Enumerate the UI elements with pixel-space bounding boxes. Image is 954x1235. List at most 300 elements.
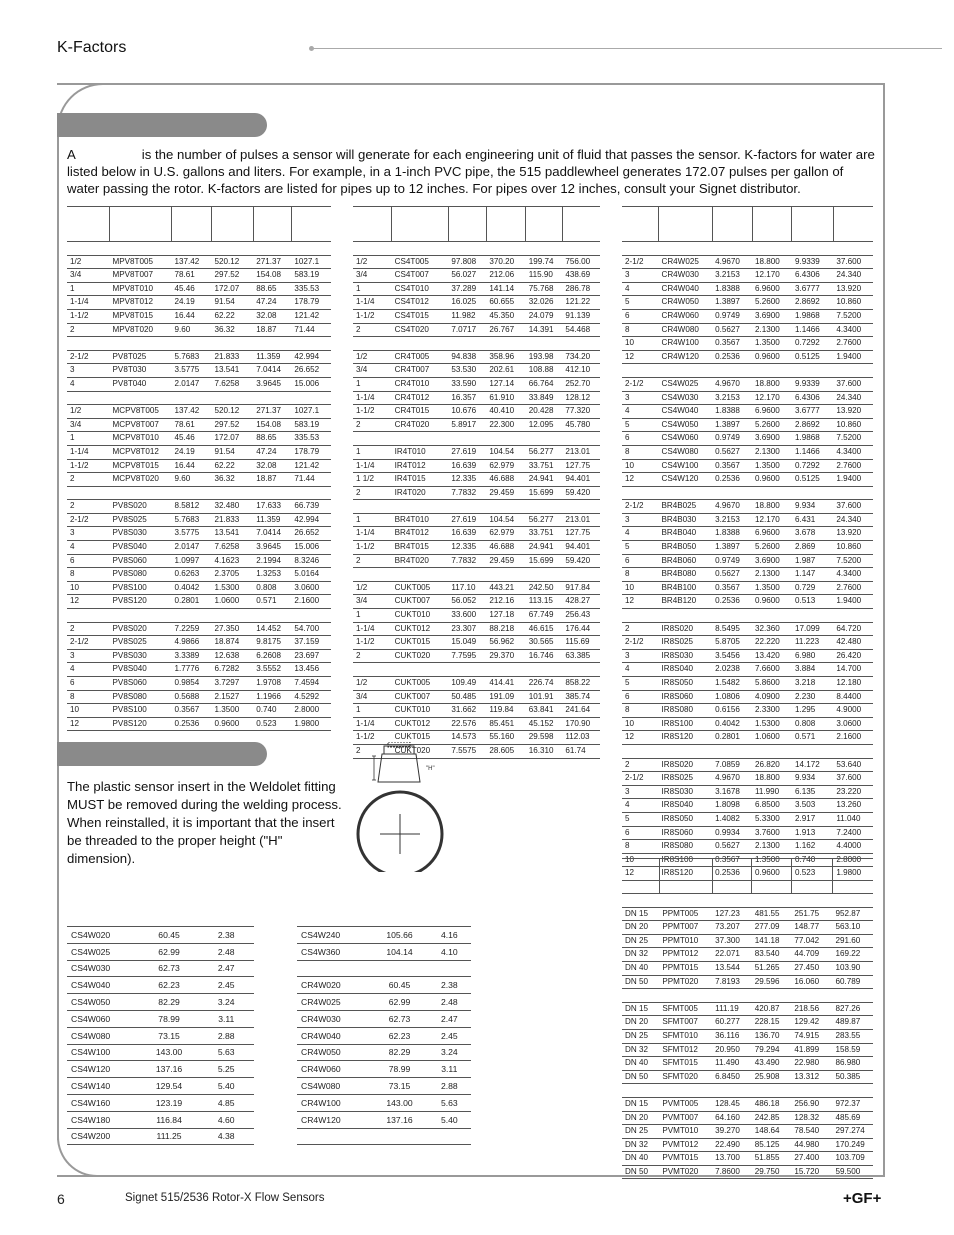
table-cell: 12.638 bbox=[211, 649, 253, 663]
table-cell: 297.274 bbox=[832, 1125, 873, 1139]
table-cell: 60.277 bbox=[712, 1016, 752, 1030]
table-cell: 335.53 bbox=[291, 282, 331, 296]
table-cell: 3.5456 bbox=[712, 649, 752, 663]
table-cell: 10.860 bbox=[833, 296, 873, 310]
table-cell: 7.0717 bbox=[448, 323, 486, 337]
table-cell: 0.5125 bbox=[792, 473, 833, 487]
table-cell: DN 50 bbox=[622, 1165, 659, 1179]
table-cell: 22.490 bbox=[712, 1138, 752, 1152]
table-cell: 6.980 bbox=[792, 649, 833, 663]
table-cell: 286.78 bbox=[562, 282, 600, 296]
table-cell: 83.540 bbox=[752, 948, 792, 962]
table-cell: PV8S025 bbox=[110, 636, 172, 650]
table-cell: 85.125 bbox=[752, 1138, 792, 1152]
table-cell: 12 bbox=[622, 473, 658, 487]
table-cell: 2.1300 bbox=[752, 840, 792, 854]
table-cell: 14.573 bbox=[448, 731, 486, 745]
table-cell: 178.79 bbox=[291, 445, 331, 459]
table-cell: 0.2801 bbox=[171, 595, 211, 609]
table-cell: 111.19 bbox=[712, 1002, 752, 1016]
table-cell: 9.9339 bbox=[792, 255, 833, 269]
table-cell: 2.45 bbox=[198, 977, 254, 994]
table-cell: 0.523 bbox=[792, 867, 833, 881]
table-row bbox=[353, 690, 600, 704]
table-cell: IR4T020 bbox=[392, 486, 449, 500]
kfactor-table-metal-tees bbox=[353, 206, 600, 759]
table-cell: 94.401 bbox=[562, 541, 600, 555]
table-cell: 111.25 bbox=[140, 1128, 199, 1145]
table-cell: CS4W140 bbox=[67, 1078, 140, 1095]
table-cell: 5.8917 bbox=[448, 418, 486, 432]
table-cell: 128.45 bbox=[712, 1097, 752, 1111]
table-cell: 2.38 bbox=[198, 927, 254, 944]
table-cell: 6 bbox=[622, 554, 658, 568]
table-cell: 20.428 bbox=[526, 405, 563, 419]
table-cell: 1.9708 bbox=[253, 677, 291, 691]
table-cell: 1.4082 bbox=[712, 812, 752, 826]
table-cell: 6.431 bbox=[792, 513, 833, 527]
kfactor-table-weldolets bbox=[622, 206, 873, 881]
table-cell: 78.61 bbox=[171, 269, 211, 283]
table-cell: CS4W100 bbox=[658, 459, 712, 473]
table-cell: 2-1/2 bbox=[622, 255, 658, 269]
table-row bbox=[67, 943, 254, 960]
table-row bbox=[297, 994, 471, 1011]
table-cell: 12.170 bbox=[752, 391, 792, 405]
table-cell: CR4W060 bbox=[297, 1061, 371, 1078]
table-cell: 9.60 bbox=[171, 323, 211, 337]
table-cell: 734.20 bbox=[562, 350, 600, 364]
table-cell: 3.9645 bbox=[253, 377, 291, 391]
table-cell: 8 bbox=[622, 323, 658, 337]
table-cell: 45.46 bbox=[171, 282, 211, 296]
table-spacer-row bbox=[353, 568, 600, 582]
table-cell: 1.3897 bbox=[712, 296, 752, 310]
table-cell: 1.0600 bbox=[752, 731, 792, 745]
table-cell: 0.3567 bbox=[712, 459, 752, 473]
table-row bbox=[622, 309, 873, 323]
column-header bbox=[67, 892, 140, 927]
table-row bbox=[622, 418, 873, 432]
table-cell: 1 bbox=[353, 445, 392, 459]
table-cell: 2.48 bbox=[198, 943, 254, 960]
table-cell: CR4W100 bbox=[658, 337, 712, 351]
table-cell: 41.899 bbox=[791, 1043, 832, 1057]
table-cell: 7.5575 bbox=[448, 744, 486, 758]
table-cell: 241.64 bbox=[562, 704, 600, 718]
table-row bbox=[67, 1078, 254, 1095]
table-cell: 13.920 bbox=[833, 282, 873, 296]
table-cell: 104.14 bbox=[371, 943, 427, 960]
table-cell: 2.7600 bbox=[833, 337, 873, 351]
table-row bbox=[67, 350, 331, 364]
table-spacer-row bbox=[622, 486, 873, 500]
table-cell: 1-1/4 bbox=[353, 459, 392, 473]
table-cell: 13.456 bbox=[291, 663, 331, 677]
table-cell: 583.19 bbox=[291, 418, 331, 432]
table-cell: IR4T015 bbox=[392, 473, 449, 487]
table-cell: 1-1/2 bbox=[67, 459, 110, 473]
table-cell: CR4T005 bbox=[392, 350, 449, 364]
table-spacer-row bbox=[622, 609, 873, 623]
table-cell: 33.751 bbox=[526, 527, 563, 541]
table-cell: 18.800 bbox=[752, 772, 792, 786]
table-cell: IR8S025 bbox=[658, 636, 712, 650]
table-row bbox=[622, 1043, 873, 1057]
table-cell: 6.9600 bbox=[752, 405, 792, 419]
table-cell: 271.37 bbox=[253, 255, 291, 269]
table-row bbox=[353, 704, 600, 718]
table-cell: PV8S020 bbox=[110, 622, 172, 636]
table-cell: 0.9854 bbox=[171, 677, 211, 691]
table-cell: 12.170 bbox=[752, 269, 792, 283]
table-cell: 2.8000 bbox=[291, 704, 331, 718]
table-row bbox=[297, 1094, 471, 1111]
column-header bbox=[752, 859, 792, 894]
table-cell: 520.12 bbox=[211, 405, 253, 419]
table-cell: 20.950 bbox=[712, 1043, 752, 1057]
table-cell: CR4W080 bbox=[658, 323, 712, 337]
table-cell: CR4T010 bbox=[392, 377, 449, 391]
table-row bbox=[622, 473, 873, 487]
table-cell: 13.920 bbox=[833, 527, 873, 541]
table-row bbox=[297, 943, 471, 960]
table-cell: 27.619 bbox=[448, 513, 486, 527]
table-cell: 2.8692 bbox=[792, 296, 833, 310]
table-cell: 2-1/2 bbox=[622, 636, 658, 650]
table-cell: 2-1/2 bbox=[622, 772, 658, 786]
table-cell: 0.9600 bbox=[752, 473, 792, 487]
table-cell: CS4T012 bbox=[392, 296, 449, 310]
table-row bbox=[297, 1111, 471, 1128]
table-cell: 22.576 bbox=[448, 717, 486, 731]
column-header bbox=[428, 892, 471, 927]
table-cell: 104.54 bbox=[486, 445, 525, 459]
table-cell: CUKT012 bbox=[392, 622, 449, 636]
table-cell: 5.8705 bbox=[712, 636, 752, 650]
table-cell: 1.8098 bbox=[712, 799, 752, 813]
table-cell: 2-1/2 bbox=[67, 636, 110, 650]
table-cell: 11.223 bbox=[792, 636, 833, 650]
table-cell: 127.75 bbox=[562, 527, 600, 541]
table-cell: MCPV8T020 bbox=[110, 473, 172, 487]
column-header bbox=[291, 207, 331, 242]
table-cell: 129.42 bbox=[791, 1016, 832, 1030]
table-row bbox=[67, 1061, 254, 1078]
table-cell: 7.7595 bbox=[448, 649, 486, 663]
table-cell: 37.300 bbox=[712, 934, 752, 948]
table-row bbox=[353, 554, 600, 568]
table-cell: 2 bbox=[622, 622, 658, 636]
table-cell: 0.2536 bbox=[712, 595, 752, 609]
table-cell: 3.11 bbox=[198, 1010, 254, 1027]
table-row bbox=[67, 1044, 254, 1061]
table-row bbox=[297, 1078, 471, 1095]
table-cell bbox=[428, 960, 471, 977]
table-cell: 13.920 bbox=[833, 405, 873, 419]
table-cell: 13.700 bbox=[712, 1152, 752, 1166]
table-cell: 2.88 bbox=[198, 1027, 254, 1044]
table-cell: 7.6258 bbox=[211, 377, 253, 391]
table-cell: CS4W020 bbox=[67, 927, 140, 944]
table-cell: 1-1/2 bbox=[353, 541, 392, 555]
table-cell: PV8S080 bbox=[110, 568, 172, 582]
table-cell: 2-1/2 bbox=[67, 350, 110, 364]
table-cell: 78.99 bbox=[140, 1010, 199, 1027]
table-cell: 16.357 bbox=[448, 391, 486, 405]
table-cell: 53.530 bbox=[448, 364, 486, 378]
table-cell: 228.15 bbox=[752, 1016, 792, 1030]
table-cell: SFMT007 bbox=[659, 1016, 712, 1030]
table-row bbox=[622, 1029, 873, 1043]
table-cell: 64.720 bbox=[833, 622, 873, 636]
table-row bbox=[297, 1128, 471, 1145]
table-cell: CS4W030 bbox=[658, 391, 712, 405]
table-cell: 271.37 bbox=[253, 405, 291, 419]
table-cell: 0.2536 bbox=[171, 717, 211, 731]
table-cell: 37.159 bbox=[291, 636, 331, 650]
table-row bbox=[622, 391, 873, 405]
table-row bbox=[622, 622, 873, 636]
table-row bbox=[67, 255, 331, 269]
table-cell: 15.006 bbox=[291, 541, 331, 555]
table-cell: CR4T012 bbox=[392, 391, 449, 405]
table-cell: 24.19 bbox=[171, 445, 211, 459]
table-cell: 1.5482 bbox=[712, 677, 752, 691]
table-cell: 2.48 bbox=[428, 994, 471, 1011]
table-cell: 123.19 bbox=[140, 1094, 199, 1111]
table-cell: 1.162 bbox=[792, 840, 833, 854]
table-row bbox=[622, 323, 873, 337]
table-row bbox=[353, 677, 600, 691]
table-cell: 29.459 bbox=[486, 486, 525, 500]
table-cell: CS4T010 bbox=[392, 282, 449, 296]
table-cell: 59.420 bbox=[562, 554, 600, 568]
table-row bbox=[622, 1138, 873, 1152]
table-cell: 3.11 bbox=[428, 1061, 471, 1078]
table-cell: 121.42 bbox=[291, 309, 331, 323]
table-cell: 36.116 bbox=[712, 1029, 752, 1043]
table-cell: 1.3253 bbox=[253, 568, 291, 582]
table-cell: 73.207 bbox=[712, 921, 752, 935]
table-cell: 121.22 bbox=[562, 296, 600, 310]
table-cell: 218.56 bbox=[791, 1002, 832, 1016]
table-row bbox=[67, 554, 331, 568]
table-cell: 6 bbox=[67, 554, 110, 568]
table-cell: 3.2153 bbox=[712, 391, 752, 405]
table-row bbox=[622, 921, 873, 935]
table-cell: 7.6600 bbox=[752, 663, 792, 677]
table-cell: 3.0600 bbox=[833, 717, 873, 731]
table-cell: IR4T012 bbox=[392, 459, 449, 473]
column-header bbox=[658, 207, 712, 242]
table-cell: 14.172 bbox=[792, 758, 833, 772]
table-cell: 412.10 bbox=[562, 364, 600, 378]
table-cell: PPMT005 bbox=[659, 907, 712, 921]
table-row bbox=[297, 1061, 471, 1078]
table-row bbox=[67, 405, 331, 419]
table-cell: 0.3567 bbox=[171, 704, 211, 718]
table-cell: 15.720 bbox=[791, 1165, 832, 1179]
table-cell: 148.77 bbox=[791, 921, 832, 935]
table-row bbox=[622, 459, 873, 473]
table-cell: 2.8000 bbox=[833, 853, 873, 867]
table-cell: 2.0238 bbox=[712, 663, 752, 677]
table-cell: 0.9600 bbox=[752, 350, 792, 364]
table-cell: 78.540 bbox=[791, 1125, 832, 1139]
table-cell: IR8S040 bbox=[658, 799, 712, 813]
table-cell: 213.01 bbox=[562, 513, 600, 527]
footer-title: Signet 515/2536 Rotor-X Flow Sensors bbox=[125, 1192, 325, 1204]
table-cell: 0.571 bbox=[253, 595, 291, 609]
table-cell: 37.289 bbox=[448, 282, 486, 296]
table-cell: 26.820 bbox=[752, 758, 792, 772]
table-cell: 0.5627 bbox=[712, 840, 752, 854]
table-cell: 3.5775 bbox=[171, 364, 211, 378]
table-cell: 109.49 bbox=[448, 677, 486, 691]
table-cell: 9.8175 bbox=[253, 636, 291, 650]
table-cell: 6 bbox=[67, 677, 110, 691]
table-cell: 485.69 bbox=[832, 1111, 873, 1125]
table-cell: 16.639 bbox=[448, 459, 486, 473]
table-cell: 4.3400 bbox=[833, 323, 873, 337]
table-cell: 16.060 bbox=[791, 975, 832, 989]
page-number: 6 bbox=[57, 1191, 65, 1207]
table-cell: 32.08 bbox=[253, 459, 291, 473]
table-cell: 6.9600 bbox=[752, 527, 792, 541]
table-cell: 3 bbox=[622, 269, 658, 283]
table-cell: DN 20 bbox=[622, 921, 659, 935]
table-cell: 1027.1 bbox=[291, 255, 331, 269]
table-cell: 0.7292 bbox=[792, 337, 833, 351]
table-cell: IR8S060 bbox=[658, 826, 712, 840]
table-cell: 24.340 bbox=[833, 269, 873, 283]
table-cell: 2.1600 bbox=[833, 731, 873, 745]
table-cell: 73.15 bbox=[371, 1078, 427, 1095]
table-cell: 115.69 bbox=[562, 636, 600, 650]
table-cell: 176.44 bbox=[562, 622, 600, 636]
column-header bbox=[198, 892, 254, 927]
table-cell: 4.10 bbox=[428, 943, 471, 960]
table-cell: 5.2600 bbox=[752, 296, 792, 310]
table-cell: MCPV8T015 bbox=[110, 459, 172, 473]
table-cell: 77.042 bbox=[791, 934, 832, 948]
table-cell: 18.87 bbox=[253, 473, 291, 487]
table-cell: 2 bbox=[353, 486, 392, 500]
table-cell: CS4W080 bbox=[658, 445, 712, 459]
gf-logo: +GF+ bbox=[843, 1190, 882, 1207]
table-row bbox=[622, 255, 873, 269]
table-cell: DN 20 bbox=[622, 1111, 659, 1125]
table-cell: 170.249 bbox=[832, 1138, 873, 1152]
table-cell: 0.9934 bbox=[712, 826, 752, 840]
table-spacer-row bbox=[353, 432, 600, 446]
table-cell: 1.0997 bbox=[171, 554, 211, 568]
column-header bbox=[791, 859, 832, 894]
table-cell: 14.452 bbox=[253, 622, 291, 636]
table-row bbox=[622, 812, 873, 826]
table-cell: 2 bbox=[67, 323, 110, 337]
table-cell: SFMT005 bbox=[659, 1002, 712, 1016]
table-row bbox=[353, 717, 600, 731]
table-cell: 31.662 bbox=[448, 704, 486, 718]
table-cell: 27.400 bbox=[791, 1152, 832, 1166]
table-cell: CS4W120 bbox=[658, 473, 712, 487]
table-cell: PPMT012 bbox=[659, 948, 712, 962]
table-spacer-row bbox=[67, 486, 331, 500]
table-cell: 62.99 bbox=[140, 943, 199, 960]
table-cell: PV8S060 bbox=[110, 677, 172, 691]
table-cell: IR8S050 bbox=[658, 812, 712, 826]
table-cell: CS4W100 bbox=[67, 1044, 140, 1061]
table-cell: 2-1/2 bbox=[622, 500, 658, 514]
table-cell: CUKT015 bbox=[392, 731, 449, 745]
table-cell: 0.7292 bbox=[792, 459, 833, 473]
table-cell: 54.468 bbox=[562, 323, 600, 337]
table-cell: 4 bbox=[67, 541, 110, 555]
table-cell: DN 40 bbox=[622, 961, 659, 975]
column-header bbox=[832, 859, 873, 894]
table-cell: IR8S020 bbox=[658, 622, 712, 636]
table-cell: 10 bbox=[67, 581, 110, 595]
table-cell: 105.66 bbox=[371, 927, 427, 944]
table-cell: 9.60 bbox=[171, 473, 211, 487]
table-cell: 97.808 bbox=[448, 255, 486, 269]
table-cell: 2.0147 bbox=[171, 541, 211, 555]
column-header bbox=[253, 207, 291, 242]
table-cell: DN 32 bbox=[622, 948, 659, 962]
table-cell: 62.23 bbox=[140, 977, 199, 994]
table-cell: 1.0600 bbox=[211, 595, 253, 609]
table-cell: 24.340 bbox=[833, 391, 873, 405]
table-cell: 0.9749 bbox=[712, 432, 752, 446]
table-cell: IR8S100 bbox=[658, 853, 712, 867]
table-cell: CUKT007 bbox=[392, 690, 449, 704]
table-row bbox=[353, 377, 600, 391]
table-cell: BR4B100 bbox=[658, 581, 712, 595]
table-cell: 5 bbox=[622, 812, 658, 826]
table-cell: 3.7600 bbox=[752, 826, 792, 840]
table-row bbox=[67, 704, 331, 718]
table-cell bbox=[297, 1128, 371, 1145]
table-cell: 5 bbox=[622, 677, 658, 691]
table-cell: CS4W025 bbox=[658, 377, 712, 391]
table-cell: 56.027 bbox=[448, 269, 486, 283]
table-row bbox=[622, 826, 873, 840]
table-row bbox=[622, 772, 873, 786]
table-row bbox=[622, 649, 873, 663]
table-cell: 18.800 bbox=[752, 377, 792, 391]
table-cell: CS4W120 bbox=[67, 1061, 140, 1078]
table-cell: 0.523 bbox=[253, 717, 291, 731]
table-cell: 212.16 bbox=[486, 595, 525, 609]
table-row bbox=[67, 445, 331, 459]
table-spacer-row bbox=[622, 989, 873, 1003]
table-cell: 4.60 bbox=[198, 1111, 254, 1128]
table-cell: BR4B040 bbox=[658, 527, 712, 541]
table-cell: 46.688 bbox=[486, 473, 525, 487]
table-cell: MPV8T012 bbox=[110, 296, 172, 310]
table-cell: 5 bbox=[622, 541, 658, 555]
table-cell: 335.53 bbox=[291, 432, 331, 446]
table-cell: 46.615 bbox=[526, 622, 563, 636]
table-cell: 23.697 bbox=[291, 649, 331, 663]
table-cell: 37.600 bbox=[833, 255, 873, 269]
table-cell: 3.2153 bbox=[712, 269, 752, 283]
table-cell: 5.3300 bbox=[752, 812, 792, 826]
table-row bbox=[67, 309, 331, 323]
table-row bbox=[622, 961, 873, 975]
